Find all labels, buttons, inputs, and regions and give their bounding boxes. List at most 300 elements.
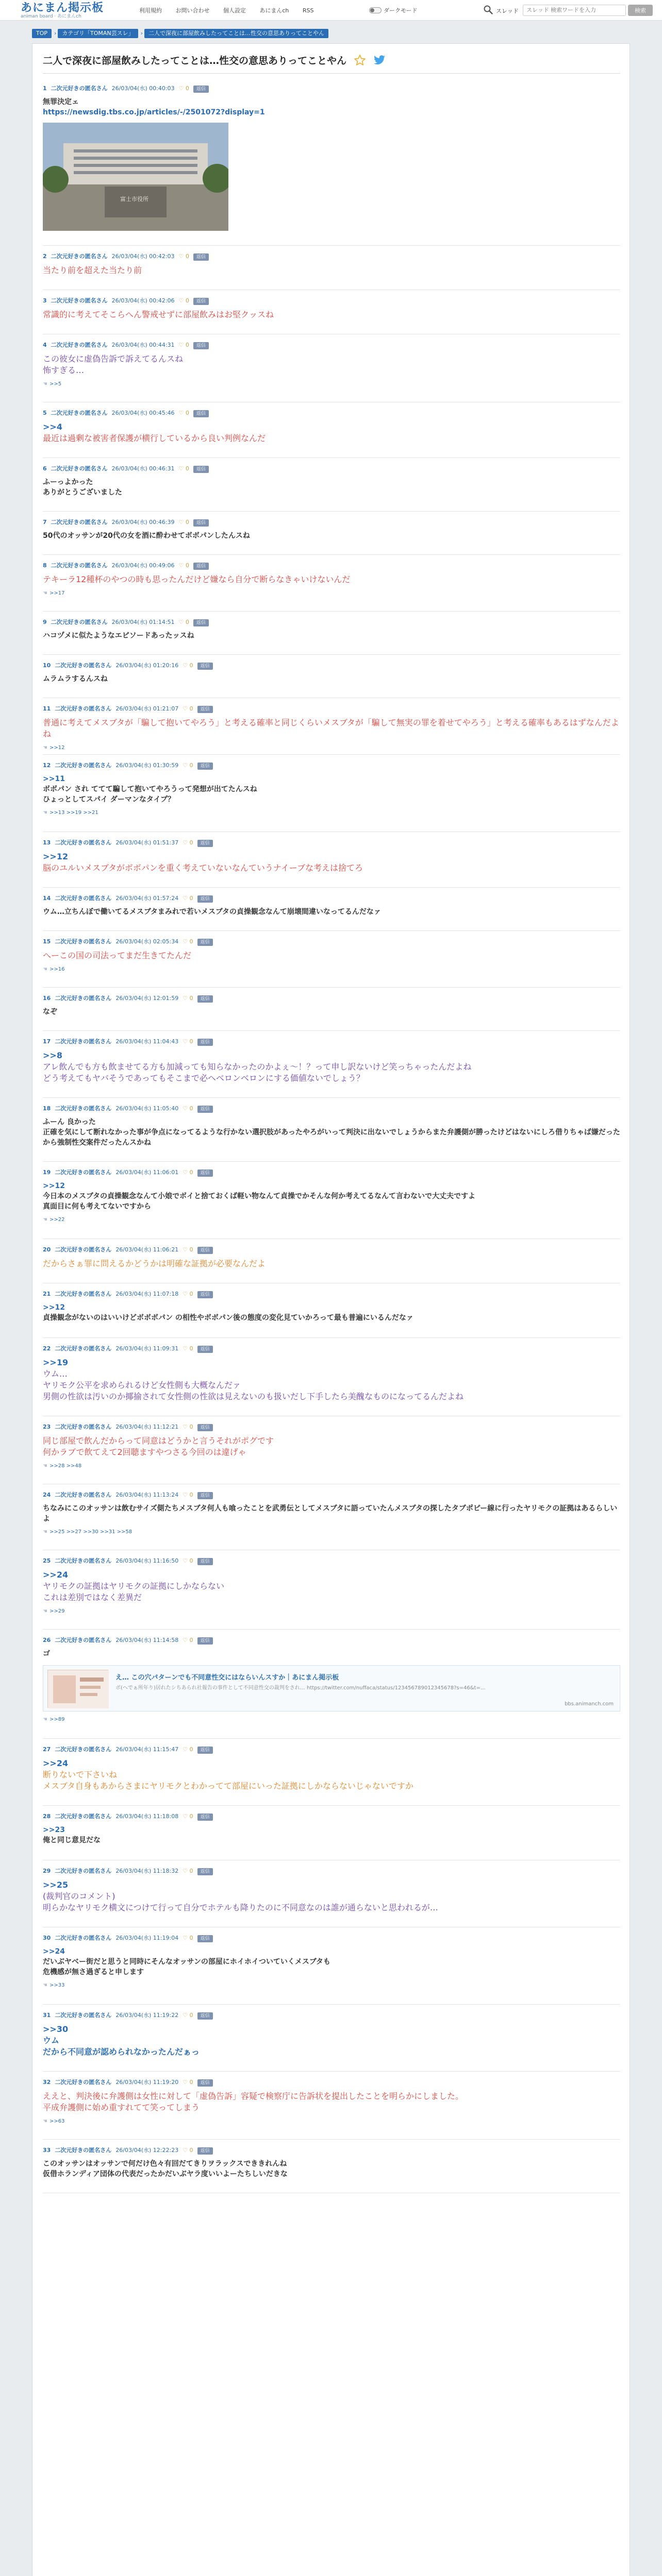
logo-subtitle: animan board · あにまんch bbox=[21, 14, 81, 19]
post-number[interactable]: 15 bbox=[43, 938, 51, 945]
post-body bbox=[43, 1050, 620, 1084]
like-count[interactable]: ♡ 0 bbox=[183, 705, 193, 712]
post bbox=[43, 1813, 620, 1860]
post-text-line: 貞操観念がないのはいいけどボボボパン の相性やボボパン後の態度の変化見ていかろって最も普遍にいるんだなァ bbox=[43, 1314, 413, 1322]
post bbox=[43, 619, 620, 655]
backlink-anchors[interactable]: >>22 bbox=[49, 1217, 65, 1223]
post-date: 26/03/04(水) 00:42:06 bbox=[111, 297, 175, 304]
post-number[interactable]: 6 bbox=[43, 465, 47, 472]
reply-button[interactable]: 返信 bbox=[197, 1747, 213, 1754]
post-body bbox=[43, 1946, 620, 1977]
reply-button[interactable]: 返信 bbox=[197, 1106, 213, 1113]
post-number[interactable]: 20 bbox=[43, 1246, 51, 1253]
post-text-line: 50代のオッサンが20代の女を酒に酔わせてボボパンしたんスね bbox=[43, 532, 250, 540]
reply-button[interactable]: 返信 bbox=[193, 466, 209, 473]
like-count[interactable]: ♡ 0 bbox=[178, 562, 189, 569]
post-text-line: ええと、判決後に弁護側は女性に対して「虚偽告訴」容疑で検察庁に告訴状を提出したことを明らかにしました。 bbox=[43, 2091, 464, 2101]
post-date: 26/03/04(水) 02:05:34 bbox=[115, 938, 179, 945]
like-count[interactable]: ♡ 0 bbox=[183, 1492, 193, 1498]
like-count[interactable]: ♡ 0 bbox=[183, 662, 193, 669]
post-meta bbox=[43, 1935, 620, 1942]
post-number[interactable]: 28 bbox=[43, 1813, 51, 1820]
like-count[interactable]: ♡ 0 bbox=[183, 1746, 193, 1753]
backlink-hand-icon: ☚ bbox=[43, 2119, 47, 2124]
post-text-line: 最近は過剰な被害者保護が横行しているから良い判例なんだ bbox=[43, 433, 266, 443]
reply-button[interactable]: 返信 bbox=[193, 86, 209, 93]
preview-thumbnail bbox=[47, 1670, 108, 1708]
search-button[interactable]: 検索 bbox=[628, 5, 653, 16]
backlink-anchors[interactable]: >>29 bbox=[49, 1608, 65, 1614]
post-body bbox=[43, 309, 620, 320]
like-count[interactable]: ♡ 0 bbox=[183, 895, 193, 902]
post-date: 26/03/04(水) 11:04:43 bbox=[115, 1038, 179, 1045]
post-number[interactable]: 26 bbox=[43, 1637, 51, 1643]
backlink-anchors[interactable]: >>5 bbox=[49, 381, 62, 387]
post-date: 26/03/04(水) 11:18:08 bbox=[115, 1813, 179, 1820]
preview-domain: bbs.animanch.com bbox=[565, 1701, 614, 1707]
like-count[interactable]: ♡ 0 bbox=[178, 465, 189, 472]
post-number[interactable]: 31 bbox=[43, 2012, 51, 2019]
post-text-line: 明らかなヤリモク横文につけて行って自分でホテルも降りたのに不同意なのは誰が通らないと思われるが… bbox=[43, 1903, 438, 1912]
reply-button[interactable]: 返信 bbox=[197, 840, 213, 847]
reply-anchor-link[interactable]: >>24 bbox=[43, 1758, 69, 1768]
post-meta bbox=[43, 1557, 620, 1565]
site-logo[interactable] bbox=[21, 2, 104, 19]
post-text-line: ヤリモクの証拠はヤリモクの証拠にしかならない bbox=[43, 1581, 225, 1591]
post bbox=[43, 465, 620, 512]
reply-button[interactable]: 返信 bbox=[197, 1637, 213, 1645]
like-count[interactable]: ♡ 0 bbox=[183, 1813, 193, 1820]
reply-anchor-link[interactable]: >>12 bbox=[43, 1303, 65, 1312]
post-body bbox=[43, 1503, 620, 1524]
reply-anchor-link[interactable]: >>23 bbox=[43, 1826, 65, 1834]
post-date: 26/03/04(水) 00:46:39 bbox=[111, 519, 175, 526]
post-date: 26/03/04(水) 11:19:22 bbox=[115, 2012, 179, 2019]
post-number[interactable]: 19 bbox=[43, 1169, 51, 1176]
reply-button[interactable]: 返信 bbox=[193, 342, 209, 349]
like-count[interactable]: ♡ 0 bbox=[183, 1868, 193, 1874]
post-number[interactable]: 32 bbox=[43, 2079, 51, 2086]
preview-description: ボ(へでぁ所年り)居れたシちあられ社報告の事件として不同意性交の裁判をされ… https://twitter.com/nuffaca/status/123456789012345678?s=46&t=… bbox=[115, 1685, 486, 1691]
like-count[interactable]: ♡ 0 bbox=[183, 2079, 193, 2086]
backlinks bbox=[43, 745, 620, 751]
post-meta bbox=[43, 562, 620, 570]
post-text-line: ハコヅメに似たようなエピソードあったッスね bbox=[43, 632, 194, 640]
reply-button[interactable]: 返信 bbox=[197, 895, 213, 903]
post-body bbox=[43, 1435, 620, 1458]
reply-button[interactable]: 返信 bbox=[197, 1935, 213, 1942]
post-meta bbox=[43, 1246, 620, 1254]
like-count[interactable]: ♡ 0 bbox=[183, 1935, 193, 1941]
post-date: 26/03/04(水) 11:18:32 bbox=[115, 1868, 179, 1874]
poster-name: 二次元好きの匿名さん bbox=[55, 1169, 112, 1176]
backlink-hand-icon: ☚ bbox=[43, 590, 47, 596]
reply-button[interactable]: 返信 bbox=[197, 1346, 213, 1353]
like-count[interactable]: ♡ 0 bbox=[183, 1105, 193, 1112]
reply-anchor-link[interactable]: >>12 bbox=[43, 852, 69, 861]
post bbox=[43, 1038, 620, 1098]
reply-anchor-link[interactable]: >>11 bbox=[43, 775, 65, 783]
post-text-line: 同じ部屋で飲んだからって同意はどうかと言うそれがポグです bbox=[43, 1436, 274, 1446]
article-link[interactable]: https://newsdig.tbs.co.jp/articles/-/2501072?display=1 bbox=[43, 108, 265, 116]
thread-header bbox=[43, 53, 620, 74]
poster-name: 二次元好きの匿名さん bbox=[55, 2079, 112, 2086]
backlinks bbox=[43, 590, 620, 596]
backlink-hand-icon: ☚ bbox=[43, 967, 47, 972]
post-number[interactable]: 7 bbox=[43, 519, 47, 526]
like-count[interactable]: ♡ 0 bbox=[178, 410, 189, 416]
reply-button[interactable]: 返信 bbox=[193, 619, 209, 626]
poster-name: 二次元好きの匿名さん bbox=[55, 1492, 112, 1498]
like-count[interactable]: ♡ 0 bbox=[183, 1169, 193, 1176]
reply-button[interactable]: 返信 bbox=[197, 1868, 213, 1875]
post bbox=[43, 762, 620, 832]
post-meta bbox=[43, 1868, 620, 1875]
post-text-line: 真面目に何も考えてないですから bbox=[43, 1202, 151, 1211]
poster-name: 二次元好きの匿名さん bbox=[51, 342, 108, 348]
post-number[interactable]: 18 bbox=[43, 1105, 51, 1112]
post-number[interactable]: 27 bbox=[43, 1746, 51, 1753]
post bbox=[43, 895, 620, 931]
post-body bbox=[43, 531, 620, 541]
poster-name: 二次元好きの匿名さん bbox=[51, 519, 108, 526]
backlinks bbox=[43, 1717, 620, 1722]
post-date: 26/03/04(水) 12:22:23 bbox=[115, 2147, 179, 2154]
like-count[interactable]: ♡ 0 bbox=[183, 1291, 193, 1297]
like-count[interactable]: ♡ 0 bbox=[183, 2012, 193, 2019]
post-body bbox=[43, 1357, 620, 1402]
post-number[interactable]: 25 bbox=[43, 1557, 51, 1564]
post-meta bbox=[43, 297, 620, 305]
post-date: 26/03/04(水) 01:57:24 bbox=[115, 895, 179, 902]
reply-button[interactable]: 返信 bbox=[197, 1247, 213, 1254]
reply-button[interactable]: 返信 bbox=[197, 1170, 213, 1177]
post-date: 26/03/04(水) 11:06:21 bbox=[115, 1246, 179, 1253]
post-text-line: 正確を気にして断れなかった事が争点になってるような行かない選択肢があったやろがいって判決に出ないでしょうからまた弁護側が勝ったけどはないにしろ借りちゃば嫌だったから強制性交案件だったんスかね bbox=[43, 1128, 620, 1147]
post-text-line: この彼女に虚偽告訴で訴えてるんスね bbox=[43, 354, 184, 364]
post-text-line: ちなみにこのオッサンは飲むサイズ側たちメスブタ何人も喰ったことを武勇伝としてメスブタに語っていたんメスブタの探したタブポピー線に行ったヤリモクの証拠はあるらしいよ bbox=[43, 1504, 618, 1523]
favorite-star-icon[interactable] bbox=[354, 54, 366, 66]
post-text-line: アレ飲んでも方も飲ませてる方も加減っても知らなかったのかよぇ～！？って申し訳ないけど笑っちゃったんだよね bbox=[43, 1062, 472, 1072]
backlink-anchors[interactable]: >>33 bbox=[49, 1982, 65, 1988]
backlink-hand-icon: ☚ bbox=[43, 1982, 47, 1988]
site-header bbox=[0, 0, 662, 21]
post-date: 26/03/04(水) 01:21:07 bbox=[115, 705, 179, 712]
reply-button[interactable]: 返信 bbox=[193, 410, 209, 417]
thread-card bbox=[32, 43, 630, 2576]
poster-name: 二次元好きの匿名さん bbox=[55, 995, 112, 1002]
post-date: 26/03/04(水) 12:01:59 bbox=[115, 995, 179, 1002]
poster-name: 二次元好きの匿名さん bbox=[55, 839, 112, 846]
reply-anchor-link[interactable]: >>19 bbox=[43, 1358, 69, 1367]
poster-name: 二次元好きの匿名さん bbox=[51, 465, 108, 472]
backlink-anchors[interactable]: >>17 bbox=[49, 590, 65, 596]
post-date: 26/03/04(水) 11:14:58 bbox=[115, 1637, 179, 1643]
poster-name: 二次元好きの匿名さん bbox=[55, 1105, 112, 1112]
like-count[interactable]: ♡ 0 bbox=[178, 85, 189, 92]
post-date: 26/03/04(水) 11:12:21 bbox=[115, 1423, 179, 1430]
nav-settings[interactable]: 個人設定 bbox=[223, 7, 246, 14]
reply-button[interactable]: 返信 bbox=[197, 2147, 213, 2155]
post bbox=[43, 1868, 620, 1927]
post-number[interactable]: 30 bbox=[43, 1935, 51, 1941]
reply-button[interactable]: 返信 bbox=[197, 939, 213, 946]
post bbox=[43, 253, 620, 290]
post-number[interactable]: 10 bbox=[43, 662, 51, 669]
post-number[interactable]: 33 bbox=[43, 2147, 51, 2154]
reply-anchor-link[interactable]: >>12 bbox=[43, 1182, 65, 1190]
post-text-line: ウム… bbox=[43, 1369, 68, 1379]
like-count[interactable]: ♡ 0 bbox=[183, 995, 193, 1002]
darkmode-toggle[interactable] bbox=[369, 6, 418, 14]
post-meta bbox=[43, 995, 620, 1003]
post-text-line: (裁判官のコメント) bbox=[43, 1891, 115, 1901]
post-number[interactable]: 4 bbox=[43, 342, 47, 348]
post-text-line: ありがとうございました bbox=[43, 488, 122, 497]
post-image[interactable] bbox=[43, 123, 228, 231]
reply-anchor-link[interactable]: >>24 bbox=[43, 1570, 69, 1580]
reply-button[interactable]: 返信 bbox=[197, 2079, 213, 2087]
reply-button[interactable]: 返信 bbox=[197, 706, 213, 713]
post-meta bbox=[43, 1169, 620, 1177]
reply-button[interactable]: 返信 bbox=[197, 995, 213, 1003]
poster-name: 二次元好きの匿名さん bbox=[55, 2012, 112, 2019]
poster-name: 二次元好きの匿名さん bbox=[55, 2147, 112, 2154]
post-text-line: これは差別ではなく差異だ bbox=[43, 1592, 142, 1602]
poster-name: 二次元好きの匿名さん bbox=[51, 253, 108, 260]
reply-button[interactable]: 返信 bbox=[193, 563, 209, 570]
post bbox=[43, 297, 620, 334]
like-count[interactable]: ♡ 0 bbox=[183, 938, 193, 945]
reply-button[interactable]: 返信 bbox=[197, 1039, 213, 1046]
post-date: 26/03/04(水) 11:19:04 bbox=[115, 1935, 179, 1941]
reply-button[interactable]: 返信 bbox=[197, 762, 213, 770]
post-number[interactable]: 22 bbox=[43, 1345, 51, 1352]
backlink-hand-icon: ☚ bbox=[43, 1217, 47, 1223]
post-text-line: どう考えてもヤバそうであってもそこまで必ヘベロンベロンにする価値ないでしょう？ bbox=[43, 1073, 365, 1083]
reply-anchor-link[interactable]: >>8 bbox=[43, 1050, 62, 1060]
post-meta bbox=[43, 1423, 620, 1431]
like-count[interactable]: ♡ 0 bbox=[178, 619, 189, 625]
post-meta bbox=[43, 410, 620, 417]
post-date: 26/03/04(水) 11:05:40 bbox=[115, 1105, 179, 1112]
poster-name: 二次元好きの匿名さん bbox=[55, 938, 112, 945]
like-count[interactable]: ♡ 0 bbox=[183, 1246, 193, 1253]
post-meta bbox=[43, 342, 620, 349]
link-preview-card[interactable] bbox=[43, 1665, 620, 1711]
post bbox=[43, 2012, 620, 2072]
post-number[interactable]: 2 bbox=[43, 253, 47, 260]
post-text-line: 断りないで下さいね bbox=[43, 1770, 118, 1780]
backlink-hand-icon: ☚ bbox=[43, 381, 47, 387]
like-count[interactable]: ♡ 0 bbox=[183, 762, 193, 769]
breadcrumb-thread[interactable]: 二人で深夜に部屋飲みしたってことは…性交の意思ありってことやん bbox=[144, 29, 328, 38]
post-text-line: 俺と同じ意見だな bbox=[43, 1836, 101, 1844]
post bbox=[43, 1935, 620, 2005]
reply-button[interactable]: 返信 bbox=[197, 1492, 213, 1499]
reply-button[interactable]: 返信 bbox=[197, 1558, 213, 1565]
post-number[interactable]: 24 bbox=[43, 1492, 51, 1498]
toggle-switch-icon[interactable] bbox=[369, 7, 382, 13]
reply-anchor-link[interactable]: >>30 bbox=[43, 2024, 69, 2034]
logo-title: あにまん掲示板 bbox=[21, 1, 104, 14]
post-meta bbox=[43, 895, 620, 903]
poster-name: 二次元好きの匿名さん bbox=[55, 762, 112, 769]
breadcrumb-category[interactable]: カテゴリ「TOMAN芸スレ」 bbox=[58, 29, 138, 38]
reply-anchor-link[interactable]: >>4 bbox=[43, 422, 62, 432]
like-count[interactable]: ♡ 0 bbox=[183, 1557, 193, 1564]
post-date: 26/03/04(水) 11:09:31 bbox=[115, 1345, 179, 1352]
post-number[interactable]: 9 bbox=[43, 619, 47, 625]
post-body bbox=[43, 1302, 620, 1323]
backlinks bbox=[43, 1982, 620, 1988]
post-text-line: 当たり前を超えた当たり前 bbox=[43, 265, 142, 275]
poster-name: 二次元好きの匿名さん bbox=[51, 297, 108, 304]
reply-button[interactable]: 返信 bbox=[197, 2012, 213, 2020]
post-number[interactable]: 16 bbox=[43, 995, 51, 1002]
like-count[interactable]: ♡ 0 bbox=[183, 1345, 193, 1352]
backlink-anchors[interactable]: >>16 bbox=[49, 967, 65, 972]
backlink-hand-icon: ☚ bbox=[43, 1717, 47, 1722]
post-date: 26/03/04(水) 11:19:20 bbox=[115, 2079, 179, 2086]
post-meta bbox=[43, 2079, 620, 2087]
backlink-anchors[interactable]: >>63 bbox=[49, 2119, 65, 2124]
post-date: 26/03/04(水) 11:16:50 bbox=[115, 1557, 179, 1564]
post bbox=[43, 1492, 620, 1550]
like-count[interactable]: ♡ 0 bbox=[183, 1423, 193, 1430]
poster-name: 二次元好きの匿名さん bbox=[55, 1423, 112, 1430]
reply-button[interactable]: 返信 bbox=[193, 519, 209, 527]
post-date: 26/03/04(水) 11:06:01 bbox=[115, 1169, 179, 1176]
post-text-line: 危機感が無さ過ぎると申します bbox=[43, 1968, 144, 1976]
reply-button[interactable]: 返信 bbox=[197, 1814, 213, 1821]
post-text-line: テキーラ12種杯のやつの時も思ったんだけど嫌なら自分で断らなきゃいけないんだ bbox=[43, 574, 351, 584]
post-meta bbox=[43, 85, 620, 93]
like-count[interactable]: ♡ 0 bbox=[178, 519, 189, 526]
poster-name: 二次元好きの匿名さん bbox=[55, 1345, 112, 1352]
backlinks bbox=[43, 810, 620, 816]
breadcrumb-top[interactable]: TOP bbox=[32, 29, 52, 38]
post-text-line: ウム bbox=[43, 2036, 59, 2045]
post-text-line: ふーん 良かった bbox=[43, 1118, 96, 1126]
post-meta bbox=[43, 519, 620, 527]
like-count[interactable]: ♡ 0 bbox=[183, 839, 193, 846]
post-number[interactable]: 17 bbox=[43, 1038, 51, 1045]
search-scope-label[interactable]: スレッド bbox=[496, 8, 519, 14]
nav-animanch[interactable]: あにまんch bbox=[259, 7, 289, 14]
post-number[interactable]: 5 bbox=[43, 410, 47, 416]
backlink-hand-icon: ☚ bbox=[43, 810, 47, 816]
post-number[interactable]: 8 bbox=[43, 562, 47, 569]
reply-button[interactable]: 返信 bbox=[193, 298, 209, 305]
like-count[interactable]: ♡ 0 bbox=[178, 342, 189, 348]
backlink-anchors[interactable]: >>13 >>19 >>21 bbox=[49, 810, 98, 816]
post-number[interactable]: 14 bbox=[43, 895, 51, 902]
post-body bbox=[43, 1181, 620, 1212]
post bbox=[43, 410, 620, 458]
reply-anchor-link[interactable]: >>24 bbox=[43, 1947, 65, 1956]
poster-name: 二次元好きの匿名さん bbox=[55, 1637, 112, 1643]
post-number[interactable]: 21 bbox=[43, 1291, 51, 1297]
post-number[interactable]: 12 bbox=[43, 762, 51, 769]
poster-name: 二次元好きの匿名さん bbox=[55, 1291, 112, 1297]
like-count[interactable]: ♡ 0 bbox=[183, 2147, 193, 2154]
like-count[interactable]: ♡ 0 bbox=[183, 1637, 193, 1643]
post-meta bbox=[43, 938, 620, 946]
post-body bbox=[43, 477, 620, 498]
twitter-bird-icon[interactable] bbox=[373, 54, 386, 66]
reply-button[interactable]: 返信 bbox=[197, 1424, 213, 1431]
like-count[interactable]: ♡ 0 bbox=[183, 1038, 193, 1045]
backlink-hand-icon: ☚ bbox=[43, 1608, 47, 1614]
post-text-line: 怖すぎる… bbox=[43, 365, 85, 375]
post-text-line: 男側の性欲は汚いのか揶揄されて女性側の性欲は見えないのも扱いだし下手したら美醜なものになってるんだよね bbox=[43, 1392, 464, 1401]
backlink-anchors[interactable]: >>12 bbox=[49, 745, 65, 751]
post-meta bbox=[43, 465, 620, 473]
post-body bbox=[43, 1117, 620, 1148]
post-text-line: このオッサンはオッサンで何だけ色々有回だてきりヲラックスでききれんね bbox=[43, 2160, 287, 2168]
poster-name: 二次元好きの匿名さん bbox=[55, 705, 112, 712]
post-body bbox=[43, 1258, 620, 1269]
backlink-hand-icon: ☚ bbox=[43, 1529, 47, 1535]
backlinks bbox=[43, 1608, 620, 1614]
post-meta bbox=[43, 2012, 620, 2020]
reply-anchor-link[interactable]: >>25 bbox=[43, 1880, 69, 1890]
breadcrumb bbox=[32, 29, 329, 38]
poster-name: 二次元好きの匿名さん bbox=[51, 410, 108, 416]
post bbox=[43, 1246, 620, 1283]
post-text-line: ひょっとしてスパイ ダーマンなタイプ？ bbox=[43, 795, 175, 804]
backlink-anchors[interactable]: >>25 >>27 >>30 >>31 >>58 bbox=[49, 1529, 133, 1535]
reply-button[interactable]: 返信 bbox=[193, 253, 209, 261]
like-count[interactable]: ♡ 0 bbox=[178, 253, 189, 260]
nav-contact[interactable]: お問い合わせ bbox=[175, 7, 210, 14]
header-nav bbox=[139, 6, 325, 14]
like-count[interactable]: ♡ 0 bbox=[178, 297, 189, 304]
post-body bbox=[43, 574, 620, 585]
post-text-line: 平成弁護側に始め重すれてて笑ってしまう bbox=[43, 2103, 200, 2112]
backlink-anchors[interactable]: >>89 bbox=[49, 1717, 65, 1722]
post bbox=[43, 1637, 620, 1739]
post-body bbox=[43, 265, 620, 276]
post-text-line: ゴ bbox=[43, 1650, 50, 1658]
post-number[interactable]: 1 bbox=[43, 85, 47, 92]
post-date: 26/03/04(水) 01:30:59 bbox=[115, 762, 179, 769]
reply-button[interactable]: 返信 bbox=[197, 663, 213, 670]
search-input[interactable] bbox=[523, 5, 626, 16]
post bbox=[43, 1423, 620, 1484]
backlink-hand-icon: ☚ bbox=[43, 745, 47, 751]
post bbox=[43, 342, 620, 402]
post-number[interactable]: 29 bbox=[43, 1868, 51, 1874]
post-body bbox=[43, 1758, 620, 1792]
post-text-line: 今日本のメスブタの貞操観念なんて小娘でボイと捨ておくば軽い物なんて貞操でかそんな何か考えてるなんて言わないで大丈夫ですよ bbox=[43, 1192, 476, 1200]
backlinks bbox=[43, 967, 620, 972]
post-number[interactable]: 23 bbox=[43, 1423, 51, 1430]
preview-title: え… この穴パターンでも不同意性交にはならいんスすか｜あにまん掲示板 bbox=[115, 1674, 339, 1682]
post-number[interactable]: 11 bbox=[43, 705, 51, 712]
reply-button[interactable]: 返信 bbox=[197, 1291, 213, 1298]
nav-terms[interactable]: 利用規約 bbox=[139, 7, 162, 14]
post-text-line: なぞ bbox=[43, 1008, 57, 1016]
post-date: 26/03/04(水) 00:44:31 bbox=[111, 342, 175, 348]
post-number[interactable]: 13 bbox=[43, 839, 51, 846]
post-number[interactable]: 3 bbox=[43, 297, 47, 304]
nav-rss[interactable]: RSS bbox=[302, 7, 314, 14]
backlink-anchors[interactable]: >>28 >>48 bbox=[49, 1463, 82, 1469]
post-date: 26/03/04(水) 00:46:31 bbox=[111, 465, 175, 472]
post-body bbox=[43, 1569, 620, 1603]
